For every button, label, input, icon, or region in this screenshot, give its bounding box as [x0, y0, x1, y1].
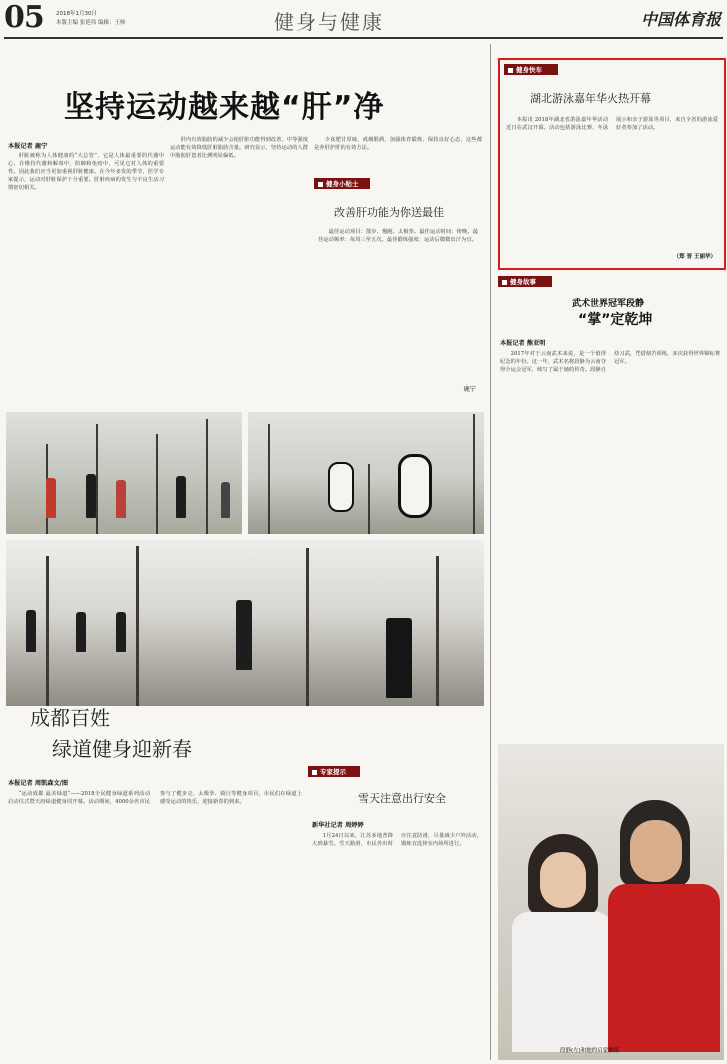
photo-jogging — [6, 412, 242, 534]
tips-label: 健身小贴士 — [326, 180, 359, 188]
column-divider — [490, 44, 491, 1060]
snow-body — [312, 832, 482, 1058]
lead-text-1: 肝脏被称为人体健康的“大总管”，它是人体最重要的代谢中心，在维持代谢和解毒中，防御和免疫中，可见它对人体的重要性。因此我们应当更加重视肝脏健康。在今年多发的季节，医学专家提示，运动对肝脏保护十分重要。肝脏疾病的发生与不良生活习惯密切相关。 — [8, 153, 164, 192]
photo-champion — [498, 744, 724, 1060]
snow-byline: 新华社记者 周婷婷 — [312, 822, 364, 829]
champion-label-bar — [498, 276, 552, 287]
feature-text: “运动成都 最美绿道”——2018全民健身绿道系列活动启动仪式暨天府绿道健身周开幕。活动期间，4000余名市民参与了健步走、太极拳、骑行等健身项目，市民们在绿道上感受运动的快乐，迎接新春的到来。 — [8, 791, 302, 806]
carnival-body — [506, 116, 718, 252]
date-line: 2018年1月30日 — [56, 11, 97, 17]
champion-body — [500, 350, 720, 740]
panda-statue-1 — [328, 462, 354, 512]
feature-headline-1: 成都百姓 — [30, 706, 110, 730]
photo-pandas — [248, 412, 484, 534]
square-icon — [318, 182, 323, 187]
tips-box — [314, 178, 484, 400]
paper-logo: 中国体育报 — [640, 10, 721, 29]
tips-label-bar — [314, 178, 370, 189]
feature-byline: 本报记者 周凯森文/图 — [8, 780, 69, 787]
lead-headline: 坚持运动越来越“肝”净 — [64, 90, 385, 125]
champion-headline-2: “掌”定乾坤 — [578, 312, 653, 328]
feature-headline-2: 绿道健身迎新春 — [52, 737, 192, 761]
carnival-text: 本报讯 2018年湖北省游泳嘉年华活动近日在武汉开幕。活动包括游泳比赛、冬泳展示和亲子游泳等项目，来自全省的游泳爱好者参加了活动。 — [506, 117, 718, 132]
lead-column-3 — [314, 136, 482, 166]
square-icon — [312, 770, 317, 775]
editor-line: 本版主编 张延伟 编辑：王帅 — [56, 20, 126, 26]
champion-label: 健身故事 — [510, 278, 536, 286]
lead-column-2 — [170, 136, 308, 400]
photo-champion-shirt-right — [608, 884, 720, 1052]
tips-body — [318, 228, 478, 378]
tips-byline: 鹿宁 — [463, 386, 476, 393]
section-title: 健身与健康 — [274, 10, 384, 34]
square-icon — [502, 280, 507, 285]
photo-champion-coach-face — [630, 820, 682, 882]
feature-body — [8, 790, 302, 1058]
panda-statue-2 — [398, 454, 432, 518]
header-divider — [4, 37, 723, 39]
photo-champion-shirt-left — [512, 912, 612, 1052]
carnival-label: 健身快车 — [516, 66, 542, 74]
tips-headline: 改善肝功能为你送最佳 — [334, 206, 444, 219]
carnival-label-bar — [504, 64, 558, 75]
carnival-headline: 湖北游泳嘉年华火热开幕 — [530, 92, 651, 105]
square-icon — [508, 68, 513, 73]
snow-label: 专家提示 — [320, 768, 346, 776]
masthead-bar — [4, 0, 723, 35]
lead-column-1 — [8, 152, 164, 400]
lead-text-2: 肝内有效脂肪的减少会使肝脏功能得到改善，中等强度运动能有效降低肝脏脂肪含量。研究显示，坚持运动的人群中脂肪肝患者比例明显偏低。 — [170, 137, 308, 160]
snow-text: 1月24日以来，江苏多地普降大到暴雪。雪天路滑，市民外出时应注意防滑，尽量减少户外活动，锻炼宜选择室内场所进行。 — [312, 833, 482, 848]
page-number: 05 — [4, 0, 44, 35]
lead-byline: 本报记者 鹿宁 — [8, 143, 48, 150]
photo-taichi — [6, 540, 484, 706]
snow-headline: 雪天注意出行安全 — [358, 792, 446, 805]
photo-champion-caption: 段静(左)和她的启蒙教练 — [560, 1048, 620, 1054]
carnival-box — [498, 58, 726, 270]
champion-byline: 本报记者 熊亚明 — [500, 340, 546, 347]
tips-text: 最佳运动项目：散步、慢跑、太极拳。最佳运动时间：傍晚。最佳运动频率：每周三至五次。最佳锻炼强度：运动后微微出汗为宜。 — [318, 229, 478, 244]
carnival-credit: （郑 晋 王丽华） — [673, 254, 716, 260]
lead-text-3: 少食肥甘厚味，戒烟限酒，加强体育锻炼，保持良好心态，这些都是养肝护肝的有效方法。 — [314, 137, 482, 152]
champion-headline-1: 武术世界冠军段静 — [572, 299, 645, 309]
photo-champion-woman-face — [540, 852, 586, 908]
champion-text: 2017年对于云南武术来说，是一个值得纪念的年份。这一年，武术名将段静为云南夺得全运会冠军，续写了属于她的传奇。段静自幼习武，凭借刻苦训练，多次获得世界锦标赛冠军。 — [500, 351, 720, 374]
snow-label-bar — [308, 766, 360, 777]
